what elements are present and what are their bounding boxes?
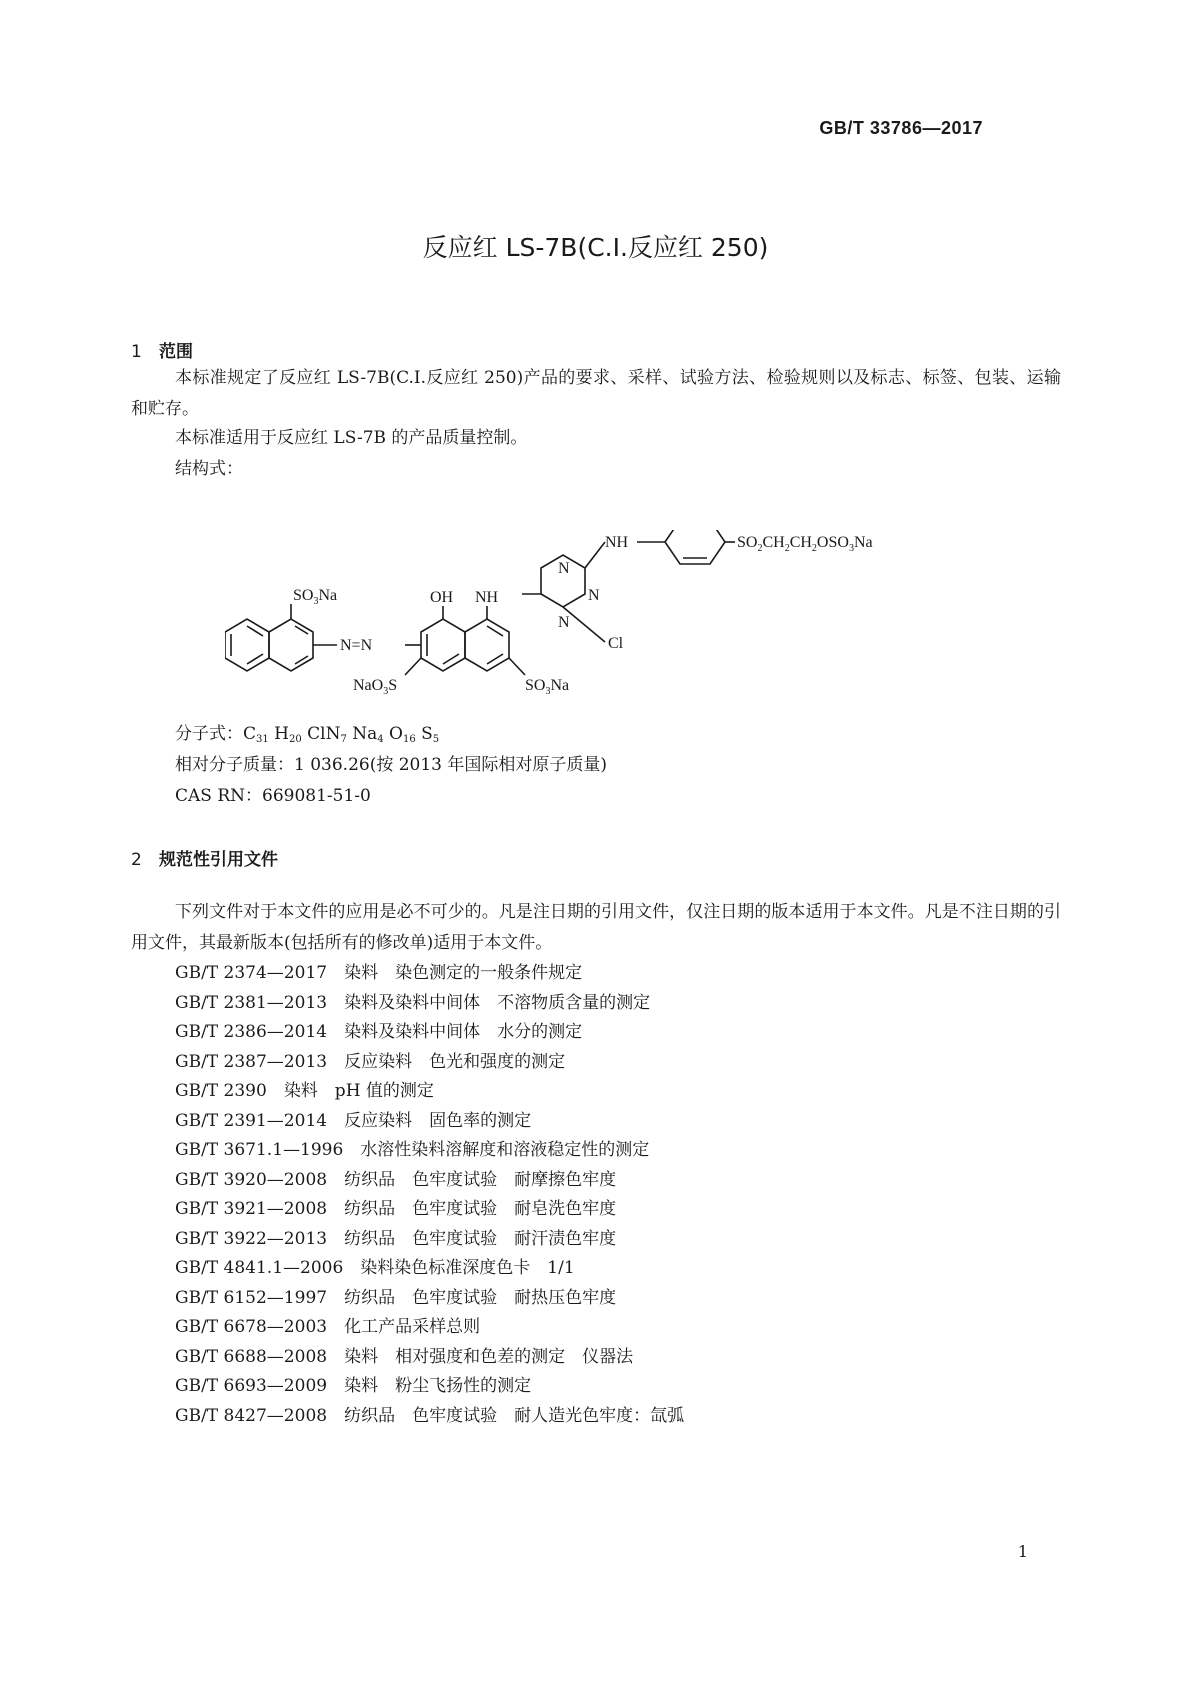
section-1-heading	[131, 337, 193, 362]
molecular-formula-line	[175, 719, 439, 745]
section-number: 2	[131, 850, 142, 870]
nh-label: NH	[475, 589, 499, 606]
triazine-n-2: N	[588, 587, 600, 604]
reference-title: 反应染料 色光和强度的测定	[344, 1051, 566, 1072]
document-title: 反应红 LS-7B(C.I.反应红 250)	[422, 233, 769, 262]
azo-label: N=N	[340, 637, 373, 654]
reference-item	[175, 1401, 684, 1426]
reference-title: 染料 pH 值的测定	[283, 1081, 434, 1101]
reference-item	[175, 1047, 565, 1072]
so3na-bottom-label: $SO_3Na$	[525, 677, 570, 697]
reference-item	[175, 1076, 434, 1101]
section-2-heading	[131, 845, 278, 870]
reference-title: 纺织品 色牢度试验 耐汗渍色牢度	[344, 1228, 617, 1249]
scope-applicability: 本标准适用于反应红 LS-7B 的产品质量控制。	[175, 428, 528, 448]
reference-code: GB/T 6693—2009	[175, 1376, 328, 1396]
mass-value: 1 036.26(按 2013 年国际相对原子质量)	[294, 755, 608, 775]
reference-code: GB/T 6688—2008	[175, 1346, 328, 1367]
structure-label: 结构式：	[175, 459, 243, 479]
reference-code: GB/T 2374—2017	[175, 963, 328, 983]
reference-title: 反应染料 固色率的测定	[344, 1110, 532, 1131]
nh-top-label: NH	[605, 534, 629, 551]
molecular-mass-line	[175, 750, 607, 775]
formula-value: $C_{31}$ $H_{20}$ ClN$_7$ $Na_4$ $O_{16}$ $S_5$	[243, 724, 440, 745]
section-title: 规范性引用文件	[159, 850, 278, 870]
reference-code: GB/T 2387—2013	[175, 1051, 328, 1072]
reference-item	[175, 1106, 531, 1131]
page-number: 1	[1017, 1542, 1028, 1561]
normative-paragraph: 下列文件对于本文件的应用是必不可少的。凡是注日期的引用文件，仅注日期的版本适用于本文件。凡是不注日期的引用文件，其最新版本(包括所有的修改单)适用于本文件。	[131, 902, 1061, 953]
reference-item	[175, 1165, 616, 1190]
section-number: 1	[131, 342, 142, 362]
reference-code: GB/T 2391—2014	[175, 1110, 328, 1131]
reference-code: GB/T 8427—2008	[175, 1405, 328, 1426]
nao3s-label: NaO$_3$S	[353, 677, 398, 697]
reference-code: GB/T 6152—1997	[175, 1287, 328, 1308]
reference-code: GB/T 2381—2013	[175, 992, 328, 1013]
structural-formula	[225, 530, 945, 720]
formula-label: 分子式：	[175, 724, 243, 744]
reference-code: GB/T 4841.1—2006	[175, 1258, 344, 1278]
reference-title: 纺织品 色牢度试验 耐热压色牢度	[344, 1287, 617, 1308]
triazine-n-1: N	[558, 560, 570, 577]
mass-label: 相对分子质量：	[175, 755, 294, 775]
reference-code: GB/T 6678—2003	[175, 1317, 328, 1337]
reference-title: 水溶性染料溶解度和溶液稳定性的测定	[360, 1140, 650, 1160]
cas-label: CAS RN：	[175, 786, 263, 806]
reference-item	[175, 1253, 575, 1278]
cas-line	[175, 781, 371, 806]
reference-item	[175, 1342, 633, 1367]
reference-item	[175, 988, 650, 1013]
oh-label: OH	[430, 589, 454, 606]
reference-code: GB/T 3921—2008	[175, 1199, 328, 1219]
reference-item	[175, 1135, 649, 1160]
triazine-n-3: N	[558, 614, 570, 631]
reference-item	[175, 1224, 616, 1249]
section-title: 范围	[159, 342, 193, 362]
reference-title: 染料 染色测定的一般条件规定	[344, 963, 583, 983]
reference-title: 化工产品采样总则	[344, 1317, 481, 1337]
reference-title: 染料及染料中间体 水分的测定	[344, 1022, 583, 1042]
cl-label: Cl	[608, 635, 624, 652]
reference-item	[175, 1283, 616, 1308]
reference-item	[175, 1017, 582, 1042]
reference-code: GB/T 2386—2014	[175, 1022, 328, 1042]
reference-code: GB/T 3922—2013	[175, 1228, 328, 1249]
reference-code: GB/T 3920—2008	[175, 1169, 328, 1190]
reference-item	[175, 958, 582, 983]
reference-title: 染料及染料中间体 不溶物质含量的测定	[344, 992, 651, 1013]
reference-title: 染料 粉尘飞扬性的测定	[344, 1376, 532, 1396]
cas-value: 669081-51-0	[262, 786, 371, 806]
reference-item	[175, 1194, 616, 1219]
so3na-label: $SO_3Na$	[293, 587, 338, 607]
reference-code: GB/T 3671.1—1996	[175, 1140, 344, 1160]
reference-title: 纺织品 色牢度试验 耐皂洗色牢度	[344, 1199, 617, 1219]
reference-title: 染料 相对强度和色差的测定 仪器法	[344, 1346, 634, 1367]
reference-item	[175, 1312, 480, 1337]
reference-title: 纺织品 色牢度试验 耐摩擦色牢度	[344, 1169, 617, 1190]
reference-code: GB/T 2390	[175, 1081, 267, 1101]
standard-id: GB/T 33786—2017	[819, 118, 983, 138]
reference-title: 纺织品 色牢度试验 耐人造光色牢度：氙弧	[344, 1405, 685, 1426]
reference-item	[175, 1371, 531, 1396]
sidechain-label: $SO_2CH_2CH_2OSO_3Na$	[737, 534, 873, 554]
reference-title: 染料染色标准深度色卡 1/1	[360, 1258, 575, 1278]
scope-paragraph: 本标准规定了反应红 LS-7B(C.I.反应红 250)产品的要求、采样、试验方法、检验规则以及标志、标签、包装、运输和贮存。	[131, 368, 1061, 419]
